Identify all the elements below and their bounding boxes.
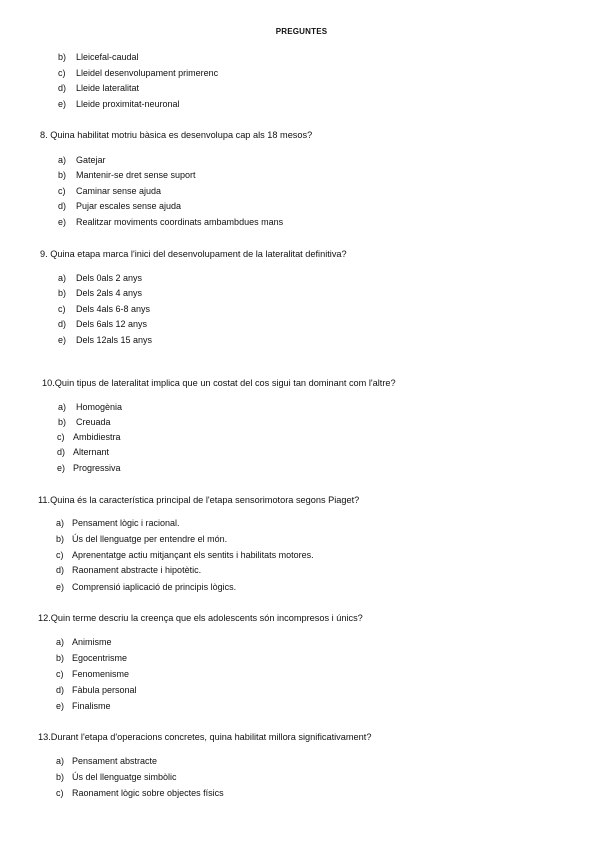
option-letter: e)	[56, 701, 65, 711]
option-13c	[56, 788, 224, 798]
option-text: Pensament lògic i racional.	[72, 518, 180, 528]
option-10c	[57, 432, 121, 442]
option-letter: b)	[58, 288, 67, 298]
option-12a	[56, 637, 112, 647]
option-text: Ús del llenguatge simbòlic	[72, 772, 177, 782]
option-11a	[56, 518, 180, 528]
option-text: Fàbula personal	[72, 685, 137, 695]
option-text: Dels 2als 4 anys	[76, 288, 143, 298]
option-9e	[58, 335, 152, 345]
option-10d	[57, 447, 109, 457]
option-letter: e)	[56, 582, 65, 592]
option-letter: a)	[56, 637, 65, 647]
option-text: Progressiva	[73, 463, 121, 473]
option-7e	[58, 99, 180, 109]
option-11c	[56, 550, 314, 560]
option-text: Mantenir-se dret sense suport	[76, 170, 196, 180]
option-text: Dels 12als 15 anys	[76, 335, 153, 345]
option-8a	[58, 155, 106, 165]
option-text: Dels 4als 6-8 anys	[76, 304, 151, 314]
option-letter: e)	[57, 463, 66, 473]
option-text: Comprensió iaplicació de principis lògics.	[72, 582, 237, 592]
option-text: Animisme	[72, 637, 112, 647]
option-text: Gatejar	[76, 155, 106, 165]
option-text: Dels 6als 12 anys	[76, 319, 148, 329]
option-text: Egocentrisme	[72, 653, 128, 663]
option-letter: b)	[58, 417, 67, 427]
option-10b	[58, 417, 111, 427]
page-title: PREGUNTES	[275, 27, 328, 36]
option-letter: d)	[58, 319, 67, 329]
option-text: Lleide lateralitat	[76, 83, 140, 93]
option-letter: d)	[58, 83, 67, 93]
option-9b	[58, 288, 142, 298]
option-8e	[58, 217, 283, 227]
option-9a	[58, 273, 142, 283]
option-letter: c)	[56, 788, 64, 798]
option-letter: c)	[58, 186, 66, 196]
option-7c	[58, 68, 218, 78]
option-text: Creuada	[76, 417, 111, 427]
option-text: Pensament abstracte	[72, 756, 158, 766]
option-13a	[56, 756, 157, 766]
option-text: Homogènia	[76, 402, 123, 412]
question-13: 13.Durant l'etapa d'operacions concretes, quina habilitat millora significativament?	[38, 732, 372, 742]
option-7b	[58, 52, 139, 62]
option-letter: a)	[56, 756, 65, 766]
option-13b	[56, 772, 177, 782]
option-12d	[56, 685, 137, 695]
option-text: Dels 0als 2 anys	[76, 273, 143, 283]
option-12e	[56, 701, 111, 711]
option-12c	[56, 669, 129, 679]
option-11d	[56, 565, 201, 575]
option-text: Ús del llenguatge per entendre el món.	[72, 534, 228, 544]
question-12: 12.Quin terme descriu la creença que els adolescents són incompresos i únics?	[38, 613, 363, 623]
option-text: Realitzar moviments coordinats ambambdues mans	[76, 217, 284, 227]
option-10a	[58, 402, 122, 412]
option-text: Lleidel desenvolupament primerenc	[76, 68, 219, 78]
option-letter: b)	[58, 170, 67, 180]
option-9d	[58, 319, 147, 329]
option-letter: c)	[58, 304, 66, 314]
option-text: Pujar escales sense ajuda	[76, 201, 182, 211]
option-text: Lleide proximitat-neuronal	[76, 99, 180, 109]
option-letter: d)	[58, 201, 67, 211]
option-letter: a)	[58, 155, 67, 165]
option-text: Alternant	[73, 447, 110, 457]
option-12b	[56, 653, 127, 663]
option-letter: a)	[58, 402, 67, 412]
option-8c	[58, 186, 161, 196]
option-letter: c)	[56, 669, 64, 679]
option-11b	[56, 534, 227, 544]
option-letter: d)	[57, 447, 66, 457]
option-text: Lleicefal-caudal	[76, 52, 139, 62]
option-letter: c)	[58, 68, 66, 78]
option-letter: d)	[56, 685, 65, 695]
option-text: Ambidiestra	[73, 432, 121, 442]
option-letter: e)	[58, 335, 67, 345]
question-8: 8. Quina habilitat motriu bàsica es desenvolupa cap als 18 mesos?	[40, 130, 313, 140]
option-letter: b)	[58, 52, 67, 62]
option-letter: e)	[58, 217, 67, 227]
option-letter: b)	[56, 653, 65, 663]
option-text: Finalisme	[72, 701, 111, 711]
question-9: 9. Quina etapa marca l'inici del desenvolupament de la lateralitat definitiva?	[40, 249, 347, 259]
option-letter: a)	[58, 273, 67, 283]
option-letter: e)	[58, 99, 67, 109]
option-text: Caminar sense ajuda	[76, 186, 162, 196]
option-8b	[58, 170, 196, 180]
option-10e	[57, 463, 121, 473]
option-text: Aprenentatge actiu mitjançant els sentits i habilitats motores.	[72, 550, 314, 560]
option-letter: a)	[56, 518, 65, 528]
option-letter: c)	[57, 432, 65, 442]
option-11e	[56, 582, 236, 592]
option-8d	[58, 201, 181, 211]
option-text: Raonament abstracte i hipotètic.	[72, 565, 202, 575]
option-letter: c)	[56, 550, 64, 560]
option-text: Raonament lògic sobre objectes físics	[72, 788, 224, 798]
question-11: 11.Quina és la característica principal de l'etapa sensorimotora segons Piaget?	[38, 495, 360, 505]
option-9c	[58, 304, 150, 314]
question-10: 10.Quin tipus de lateralitat implica que un costat del cos sigui tan dominant com l'altre?	[42, 378, 396, 388]
option-letter: b)	[56, 534, 65, 544]
option-7d	[58, 83, 139, 93]
option-text: Fenomenisme	[72, 669, 130, 679]
option-letter: b)	[56, 772, 65, 782]
option-letter: d)	[56, 565, 65, 575]
